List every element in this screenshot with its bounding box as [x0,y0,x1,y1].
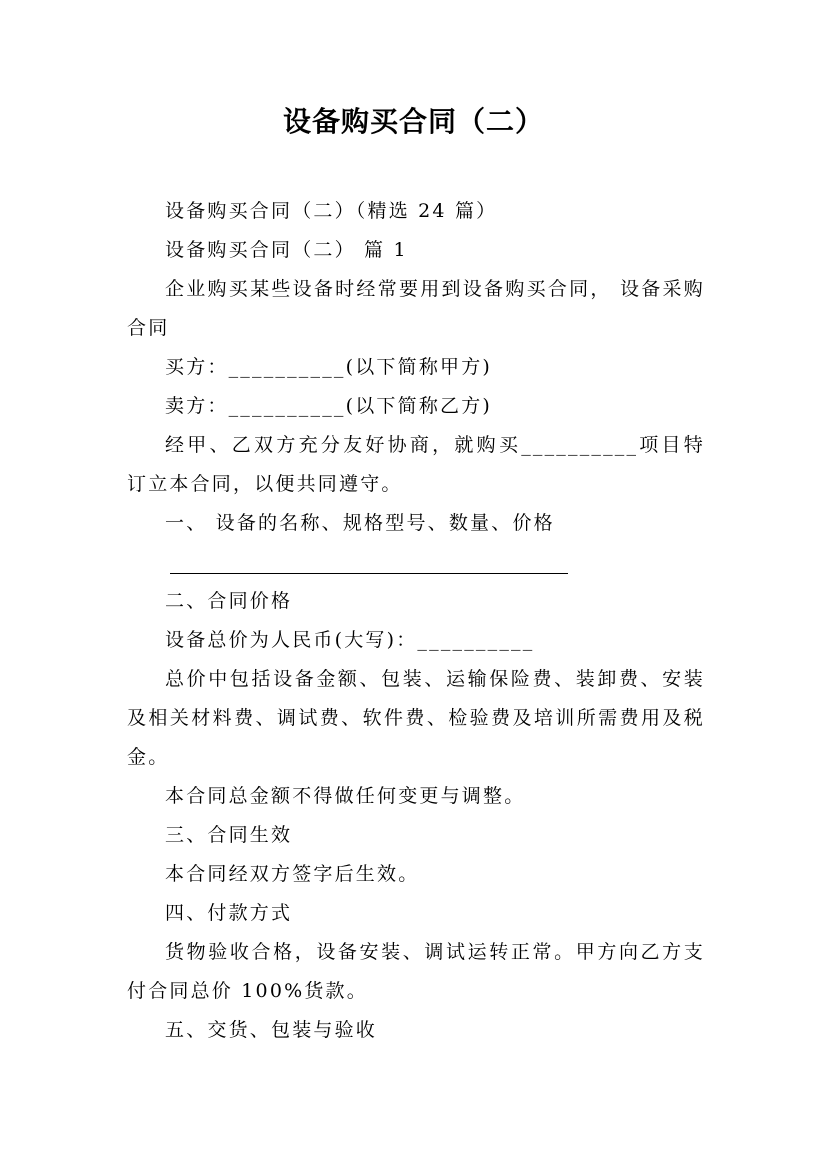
paragraph: 设备购买合同（二）（精选 24 篇） [165,200,498,222]
paragraph: 二、合同价格 [165,590,293,612]
paragraph: 货物验收合格，设备安装、调试运转正常。甲方向乙方支付合同总价 100%货款。 [127,941,705,1002]
paragraph: 设备购买合同（二） 篇 1 [165,239,408,261]
paragraph: 卖方：__________(以下简称乙方) [165,395,493,417]
paragraph: 买方：__________(以下简称甲方) [165,356,493,378]
document-title: 设备购买合同（二） [282,105,544,138]
paragraph: 本合同总金额不得做任何变更与调整。 [165,785,526,807]
paragraph: 设备总价为人民币(大写)：__________ [165,629,535,651]
paragraph: 一、 设备的名称、规格型号、数量、价格 [165,512,555,534]
paragraph: 五、交货、包装与验收 [165,1019,378,1041]
document-body [127,192,705,1050]
paragraph: 企业购买某些设备时经常要用到设备购买合同， 设备采购合同 [127,278,705,339]
blank-fill-line [127,543,705,582]
underline-rule [170,573,568,574]
paragraph: 本合同经双方签字后生效。 [165,863,420,885]
paragraph: 经甲、乙双方充分友好协商，就购买__________项目特订立本合同，以便共同遵守。 [127,434,705,495]
paragraph: 总价中包括设备金额、包装、运输保险费、装卸费、安装及相关材料费、调试费、软件费、检验费及培训所需费用及税金。 [127,668,705,768]
paragraph: 四、付款方式 [165,902,293,924]
paragraph: 三、合同生效 [165,824,293,846]
